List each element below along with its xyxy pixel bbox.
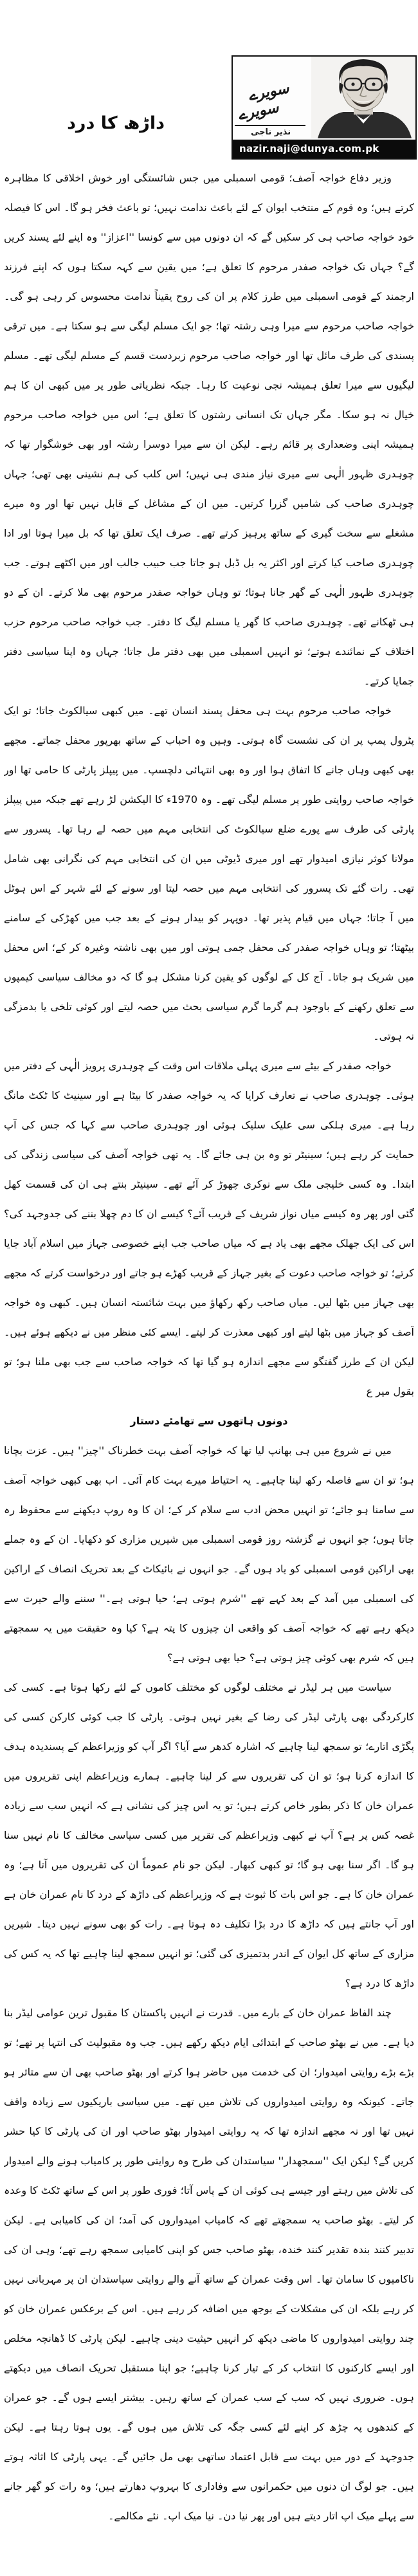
masthead-box (232, 55, 417, 160)
article-body (4, 163, 414, 2571)
article-paragraph: وزیر دفاع خواجہ آصف؛ قومی اسمبلی میں جس شائستگی اور خوش اخلاقی کا مظاہرہ کرتے ہیں؛ وہ قوم کے منتخب ایوان کے لئے باعث ندامت نہیں؛ تو باعث فخر ہو گا۔ اس کا فیصلہ خود خواجہ صاحب ہی کر سکیں گے کہ ان دونوں میں سے کونسا ''اعزاز'' وہ اپنے لئے پسند کریں گے؟ جہاں تک خواجہ صفدر مرحوم کا تعلق ہے؛ میں یقین سے کہہ سکتا ہوں کہ اپنے فرزند ارجمند کے قومی اسمبلی میں طرز کلام پر ان کی روح یقیناً ندامت محسوس کر رہی ہو گی۔ خواجہ صاحب مرحوم سے میرا وہی رشتہ تھا؛ جو ایک مسلم لیگی سے ہو سکتا ہے۔ میں ترقی پسندی کی طرف مائل تھا اور خواجہ صاحب مرحوم زبردست قسم کے مسلم لیگی تھے۔ مسلم لیگیوں سے میرا تعلق ہمیشہ نجی نوعیت کا رہا۔ جبکہ نظریاتی طور پر میں کبھی ان کا ہم خیال نہ ہو سکا۔ مگر جہاں تک انسانی رشتوں کا تعلق ہے؛ اس میں خواجہ صاحب مرحوم ہمیشہ اپنی وضعداری پر قائم رہے۔ لیکن ان سے میرا دوسرا رشتہ اور بھی خوشگوار تھا کہ چوہدری ظہور الٰہی سے میری نیاز مندی ہی نہیں؛ اس کلب کی ہم نشینی بھی تھی؛ جہاں چوہدری صاحب کی شامیں گزرا کرتیں۔ میں ان کے مشاغل کے قابل نہیں تھا اور وہ میرے مشغلے سے سخت گیری کے ساتھ پرہیز کرتے تھے۔ صرف ایک تعلق تھا کہ بل میرا ہوتا اور ادا چوہدری صاحب کیا کرتے اور اکثر یہ بل ڈبل ہو جاتا جب حبیب جالب اور میں اکٹھے ہوتے۔ جب چوہدری ظہور الٰہی کے گھر جانا ہوتا؛ تو وہاں خواجہ صفدر مرحوم بھی ملا کرتے۔ ان کے دو ہی ٹھکانے تھے۔ چوہدری صاحب کا گھر یا مسلم لیگ کا دفتر۔ جب خواجہ صاحب مرحوم حزب اختلاف کے نمائندے ہوتے؛ تو انہیں اسمبلی میں بھی دفتر مل جاتا؛ جہاں وہ اپنا سیاسی دفتر جمایا کرتے۔ (4, 172, 414, 687)
author-portrait-icon (311, 57, 415, 138)
verse-line: دونوں ہاتھوں سے تھامئے دستار (130, 1415, 288, 1427)
article-paragraph: میں نے شروع میں ہی بھانپ لیا تھا کہ خواجہ آصف بہت خطرناک ''چیز'' ہیں۔ عزت بچانا ہو؛ تو ان سے فاصلہ رکھ لینا چاہیے۔ یہ احتیاط میرے بہت کام آئی۔ اب بھی کبھی خواجہ آصف سے سامنا ہو جائے؛ تو انہیں محض ادب سے سلام کر کے؛ ان کا وہ روپ دیکھنے سے محفوظ رہ جاتا ہوں؛ جو انہوں نے گزشتہ روز قومی اسمبلی میں شیریں مزاری کو دکھایا۔ ان کے وہ جملے بھی اراکین قومی اسمبلی کو یاد ہوں گے۔ جو انہوں نے بائیکاٹ کے بعد تحریک انصاف کے اراکین کی اسمبلی میں آمد کے بعد کہے تھے ''شرم ہوتی ہے؛ حیا ہوتی ہے۔'' سننے والے حیرت سے دیکھ رہے تھے کہ خواجہ آصف کو واقعی ان چیزوں کا پتہ ہے؟ کیا وہ حقیقت میں یہ سمجھتے ہیں کہ شرم بھی کوئی چیز ہوتی ہے؟ حیا بھی ہوتی ہے؟ (4, 1444, 414, 1664)
column-title-line1: سویرے (247, 80, 291, 104)
masthead-divider (235, 125, 305, 126)
email-text: nazir.naji@dunya.com.pk (239, 143, 379, 154)
article-paragraph: خواجہ صفدر کے بیٹے سے میری پہلی ملاقات اس وقت کے چوہدری پرویز الٰہی کے دفتر میں ہوئی۔ چوہدری صاحب نے تعارف کرایا کہ یہ خواجہ صفدر کا بیٹا ہے اور سینیٹ کا ٹکٹ مانگ رہا ہے۔ میری ہلکی سی علیک سلیک ہوئی اور چوہدری صاحب سے کہا کہ جس کی آپ حمایت کر رہے ہیں؛ سینیٹر تو وہ بن ہی جائے گا۔ یہ تھی خواجہ آصف کی سیاسی زندگی کی ابتدا۔ وہ کسی خلیجی ملک سے نوکری چھوڑ کر آئے تھے۔ سینیٹر بنتے ہی ان کی قسمت کھل گئی اور پھر وہ کیسے میاں نواز شریف کے قریب آئے؟ کیسے ان کا دم چھلا بننے کی جدوجہد کی؟ اس کی ایک جھلک مجھے بھی یاد ہے کہ میاں صاحب جب اپنے خصوصی جہاز میں اسلام آباد جایا کرتے؛ تو خواجہ صاحب دعوت کے بغیر جہاز کے قریب کھڑے ہو جاتے اور درخواست کرتے کہ مجھے بھی جہاز میں بٹھا لیں۔ میاں صاحب رکھ رکھاؤ میں بہت شائستہ انسان ہیں۔ کبھی وہ خواجہ آصف کو جہاز میں بٹھا لیتے اور کبھی معذرت کر لیتے۔ ایسے کئی منظر میں نے دیکھے ہوئے ہیں۔ لیکن ان کے طرز گفتگو سے مجھے اندازہ ہو گیا تھا کہ خواجہ صاحب سے جب بھی ملنا ہو؛ تو بقول میر ع (4, 1060, 414, 1397)
article-paragraph: چند الفاظ عمران خان کے بارے میں۔ قدرت نے انہیں پاکستان کا مقبول ترین عوامی لیڈر بنا دیا ہے۔ میں نے بھٹو صاحب کے ابتدائی ایام دیکھ رکھے ہیں۔ جب وہ مقبولیت کی انتہا پر تھے؛ تو بڑے بڑے روایتی امیدوار؛ ان کی خدمت میں حاضر ہوا کرتے اور بھٹو صاحب بھی ان سے متاثر ہو جاتے۔ کیونکہ وہ روایتی امیدواروں کی تلاش میں تھے۔ میں سیاسی باریکیوں سے زیادہ واقف نہیں تھا اور نہ مجھے اندازہ تھا کہ یہ روایتی امیدوار بھٹو صاحب اور ان کی پارٹی کا کیا حشر کریں گے؟ لیکن ایک ''سمجھدار'' سیاستدان کی طرح وہ روایتی طور پر کامیاب ہونے والے امیدوار کی تلاش میں رہتے اور جیسے ہی کوئی ان کے پاس آتا؛ فوری طور پر اس کے ساتھ ٹکٹ کا وعدہ کر لیتے۔ بھٹو صاحب یہ سمجھتے تھے کہ کامیاب امیدواروں کی آمد؛ ان کی کامیابی ہے۔ لیکن تدبیر کنند بندہ تقدیر کنند خندہ، بھٹو صاحب جس کو اپنی کامیابی سمجھ رہے تھے؛ وہی ان کی ناکامیوں کا سامان تھا۔ اس وقت عمران کے ساتھ آنے والے روایتی سیاستدان ان پر مہربانی نہیں کر رہے بلکہ ان کی مشکلات کے بوجھ میں اضافہ کر رہے ہیں۔ اس کے برعکس عمران خان کو چند روایتی امیدواروں کا ماضی دیکھ کر انہیں حیثیت دینی چاہیے۔ لیکن پارٹی کا ڈھانچہ مخلص اور ایسے کارکنوں کا انتخاب کر کے تیار کرنا چاہیے؛ جو اپنا مستقبل تحریک انصاف میں دیکھتے ہوں۔ ضروری نہیں کہ سب کے سب عمران کے ساتھ رہیں۔ بیشتر ایسے ہوں گے۔ جو عمران کے کندھوں پہ چڑھ کر اپنے لئے کسی جگہ کی تلاش میں ہوں گے۔ یوں ہوتا رہتا ہے۔ لیکن جدوجہد کے دور میں بہت سے قابل اعتماد ساتھی بھی مل جائیں گے۔ یہی پارٹی کا اثاثہ ہوتے ہیں۔ جو لوگ ان دنوں میں حکمرانوں سے وفاداری کا بہروپ دھارتے ہیں؛ وہ رات کو گھر جانے سے پہلے میک اپ اتار دیتے ہیں اور پھر نیا دن۔ نیا میک اپ۔ نئے مکالمے۔ (4, 2007, 414, 2522)
masthead-title-area (233, 57, 311, 138)
article-paragraph: سیاست میں ہر لیڈر نے مختلف لوگوں کو مختلف کاموں کے لئے رکھا ہوتا ہے۔ کسی کی کارکردگی بھی پارٹی لیڈر کی رضا کے بغیر نہیں ہوتی۔ پارٹی کا جب کوئی کارکن کسی کی پگڑی اتارے؛ تو سمجھ لینا چاہیے کہ اشارہ کدھر سے آیا؟ اگر آپ کو وزیراعظم کے پسندیدہ ہدف کا اندازہ کرنا ہو؛ تو ان کی تقریروں سے کر لینا چاہیے۔ ہمارے وزیراعظم اپنی تقریروں میں عمران خان کا ذکر بطور خاص کرتے ہیں؛ تو یہ اس چیز کی نشانی ہے کہ انہیں سب سے زیادہ غصہ کس پر ہے؟ آپ نے کبھی وزیراعظم کی تقریر میں کسی سیاسی مخالف کا نام نہیں سنا ہو گا۔ اگر سنا بھی ہو گا؛ تو کبھی کبھار۔ لیکن جو نام عموماً ان کی تقریروں میں آتا ہے؛ وہ عمران خان کا ہے۔ جو اس بات کا ثبوت ہے کہ وزیراعظم کی داڑھ کے درد کا نام عمران خان ہے اور آپ جانتے ہیں کہ داڑھ کا درد بڑا تکلیف دہ ہوتا ہے۔ رات کو بھی سونے نہیں دیتا۔ شیریں مزاری کے ساتھ کل ایوان کے اندر بدتمیزی کی گئی؛ تو انہیں سمجھ لینا چاہیے تھا کہ یہ کس کی داڑھ کا درد ہے؟ (4, 1681, 414, 1989)
column-title-line2: سویرے (237, 99, 280, 124)
article-paragraph: خواجہ صاحب مرحوم بہت ہی محفل پسند انسان تھے۔ میں کبھی سیالکوٹ جاتا؛ تو ایک پٹرول پمپ پر ان کی نشست گاہ ہوتی۔ وہیں وہ احباب کے ساتھ بھرپور محفل جماتے۔ مجھے بھی کبھی وہاں جانے کا اتفاق ہوا اور وہ بھی انتہائی دلچسپ۔ میں پیپلز پارٹی کا حامی تھا اور خواجہ صاحب روایتی طور پر مسلم لیگی تھے۔ وہ 1970ء کا الیکشن لڑ رہے تھے جبکہ میں پیپلز پارٹی کی طرف سے پورے ضلع سیالکوٹ کی انتخابی مہم میں حصہ لے رہا تھا۔ پسرور سے مولانا کوثر نیازی امیدوار تھے اور میری ڈیوٹی میں ان کی انتخابی مہم کی نگرانی بھی شامل تھی۔ رات گئے تک پسرور کی انتخابی مہم میں حصہ لیتا اور سونے کے لئے شہر کے اس ہوٹل میں آ جاتا؛ جہاں میں قیام پذیر تھا۔ دوپہر کو بیدار ہونے کے بعد جب میں کھڑکی کے سامنے بیٹھتا؛ تو وہاں خواجہ صفدر کی محفل جمی ہوتی اور میں بھی ناشتہ وغیرہ کر کے؛ اس محفل میں شریک ہو جاتا۔ آج کل کے لوگوں کو یقین کرنا مشکل ہو گا کہ دو مخالف سیاسی کیمپوں سے تعلق رکھنے کے باوجود ہم گرما گرم سیاسی بحث میں حصہ لیتے اور کوئی تلخی یا بدمزگی نہ ہوتی۔ (4, 704, 414, 1042)
email-bar (233, 140, 415, 158)
author-name: نذیر ناجی (251, 127, 291, 137)
author-photo (311, 57, 415, 138)
article-title: داڑھ کا درد (67, 113, 165, 133)
